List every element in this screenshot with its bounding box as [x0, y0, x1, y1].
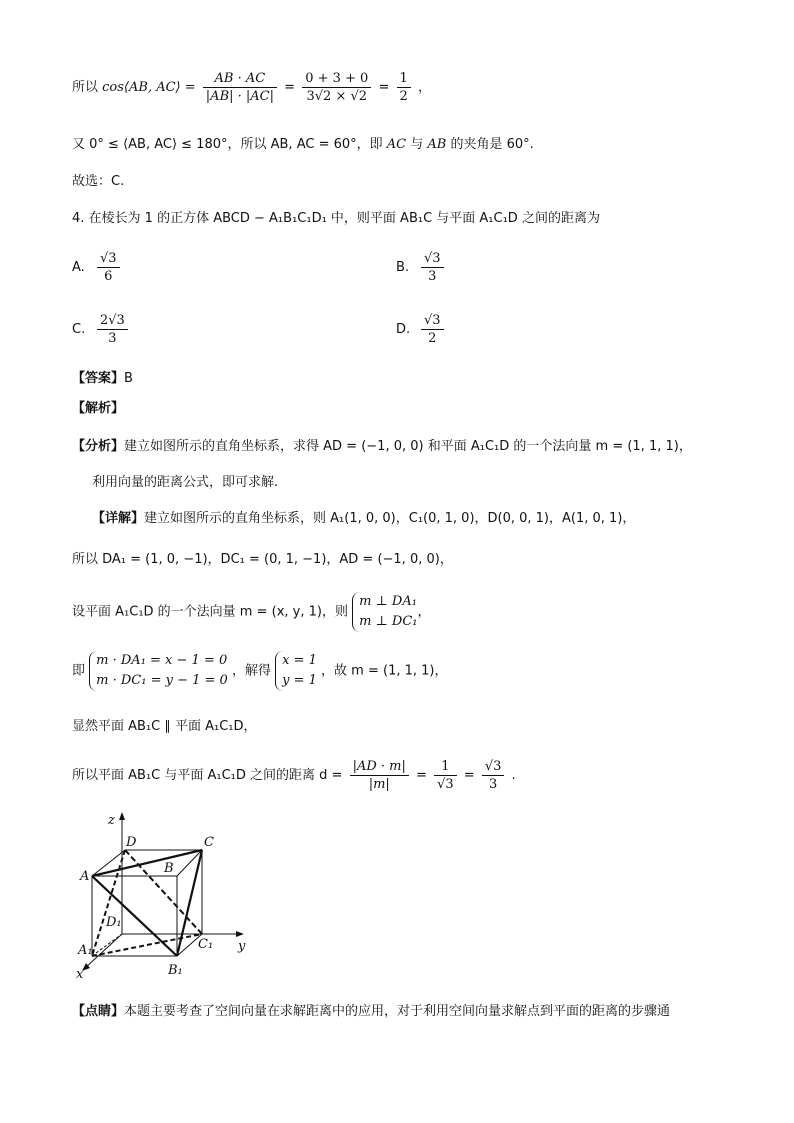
choice-line: 故选：C.	[72, 174, 125, 189]
option-a: A. $\frac{√3}{6}$	[72, 250, 123, 285]
cos-equation-line: 所以 cos⟨AB, AC⟩ = $\frac{AB \cdot AC}{|AB| \cdot |AC|}$ = $\frac{0 + 3 + 0}{3√2 \times √2}$ = $\frac{1}{2}$ ，	[72, 71, 431, 104]
analysis-tag: 【解析】	[72, 401, 125, 416]
option-b: B. $\frac{√3}{3}$	[396, 250, 447, 285]
parallel-line: 显然平面 AB₁C ∥ 平面 A₁C₁D，	[72, 719, 257, 734]
vector-ab: AB	[427, 137, 447, 152]
option-d: D. $\frac{√3}{2}$	[396, 312, 447, 347]
fraction-half: $\frac{1}{2}$	[397, 70, 411, 105]
brace-solution: x = 1 y = 1	[275, 651, 317, 691]
answer-tag: 【答案】	[72, 371, 125, 386]
dianjing-line: 【点睛】本题主要考查了空间向量在求解距离中的应用，对于利用空间向量求解点到平面的距离的步骤通	[72, 1004, 671, 1019]
label-d: D	[126, 835, 137, 850]
plane1-a-b1	[92, 876, 177, 956]
brace-equations: m · DA₁ = x − 1 = 0 m · DC₁ = y − 1 = 0	[89, 651, 228, 691]
plane2-a1-c1	[92, 934, 202, 956]
label-c1: C₁	[198, 937, 214, 952]
brace-conditions: m ⊥ DA₁ m ⊥ DC₁	[352, 592, 417, 632]
label-d1: D₁	[106, 915, 122, 930]
fraction-dot-product: $\frac{AB \cdot AC}{|AB| \cdot |AC|}$	[203, 70, 277, 105]
question-text: 在棱长为 1 的正方体 ABCD − A₁B₁C₁D₁ 中，则平面 AB₁C 与平面 A₁C₁D 之间的距离为	[88, 211, 600, 226]
z-arrow	[119, 812, 125, 820]
distance-fraction: $\frac{|AD \cdot m|}{|m|}$	[350, 758, 409, 793]
fraction-values: $\frac{0 + 3 + 0}{3√2 \times √2}$	[302, 70, 371, 105]
vector-ac: AC	[386, 137, 407, 152]
angle-line: 又 0° ≤ ⟨AB, AC⟩ ≤ 180°，所以 AB, AC = 60°，即 AC 与 AB 的夹角是 60°.	[72, 137, 534, 152]
cos-expression: cos⟨AB, AC⟩ =	[102, 80, 196, 95]
distance-line: 所以平面 AB₁C 与平面 A₁C₁D 之间的距离 d = $\frac{|AD \cdot m|}{|m|}$ = $\frac{1}{√3}$ = $\frac{√3}{3}$ .	[72, 759, 516, 792]
label-a1: A₁	[78, 943, 93, 958]
label-c: C	[204, 835, 214, 850]
label-z: z	[108, 813, 115, 828]
label-y: y	[238, 939, 246, 954]
label-x: x	[76, 967, 84, 982]
vectors-line: 所以 DA₁ = (1, 0, −1)，DC₁ = (0, 1, −1)，AD = (−1, 0, 0)，	[72, 552, 453, 567]
label-b: B	[164, 861, 174, 876]
y-arrow	[236, 931, 244, 937]
label-a: A	[80, 869, 90, 884]
fenxi-line: 【分析】建立如图所示的直角坐标系，求得 AD = (−1, 0, 0) 和平面 A₁C₁D 的一个法向量 m = (1, 1, 1)，	[72, 439, 692, 454]
cube-figure	[70, 808, 270, 983]
option-c: C. $\frac{2√3}{3}$	[72, 312, 131, 347]
detail-line: 【详解】建立如图所示的直角坐标系，则 A₁(1, 0, 0)，C₁(0, 1, 0)，D(0, 0, 1)，A(1, 0, 1)，	[92, 511, 636, 526]
answer-value: B	[124, 371, 133, 386]
question-4	[72, 210, 600, 228]
label-b1: B₁	[168, 963, 183, 978]
text-prefix: 所以	[72, 80, 99, 95]
normal-vector-line: 设平面 A₁C₁D 的一个法向量 m = (x, y, 1)，则 m ⊥ DA₁ m ⊥ DC₁ ，	[72, 592, 431, 632]
equation-system-line: 即 m · DA₁ = x − 1 = 0 m · DC₁ = y − 1 = 0 ，解得 x = 1 y = 1 ，故 m = (1, 1, 1)，	[72, 651, 448, 691]
hidden-a1-d1	[92, 934, 122, 956]
fenxi-line-2: 利用向量的距离公式，即可求解.	[92, 475, 279, 490]
answer-line	[72, 370, 133, 388]
question-number: 4.	[72, 211, 85, 226]
